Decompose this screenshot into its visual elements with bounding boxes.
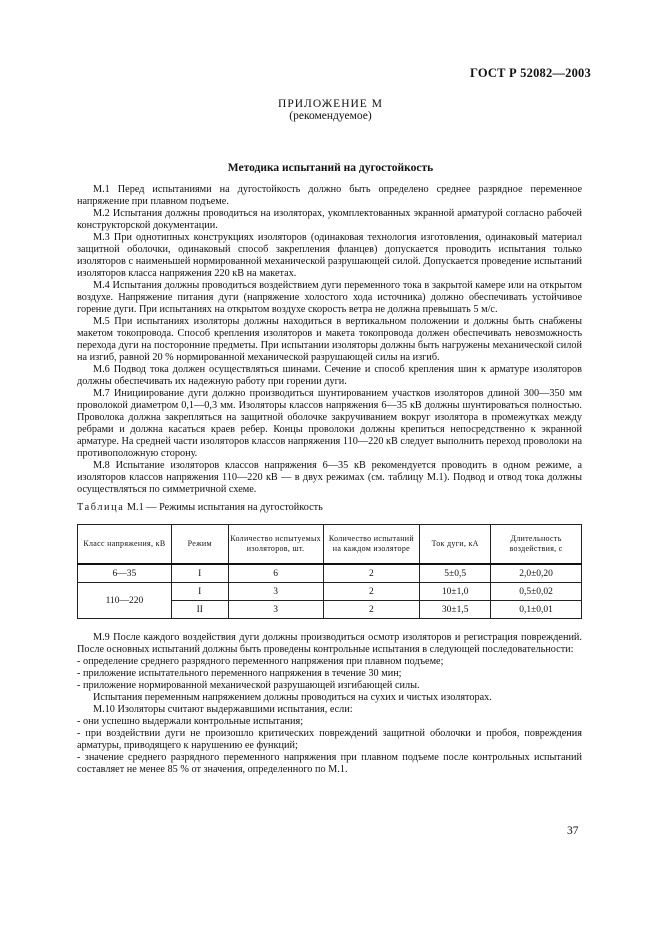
cell-voltage-class: 6—35: [78, 564, 172, 583]
header-duration: Длительность воздействия, с: [491, 525, 582, 565]
page-number: 37: [567, 825, 579, 837]
table-caption-text: М.1 — Режимы испытания на дугостойкость: [124, 502, 323, 513]
paragraph-m3: М.3 При однотипных конструкциях изоляторов (одинаковая технология изготовления, одинаковый материал защитной оболочки, одинаковый способ закрепления фланцев) допускается проводить испытания только изоляторов с наименьшей нормированной механической разрушающей силой. Допускается проведение испытаний изоляторов класса напряжения 220 кВ на макетах.: [77, 232, 582, 279]
header-tests-per-insulator: Количество испытаний на каждом изоляторе: [323, 525, 420, 565]
cell-mode: II: [171, 601, 228, 619]
list-item: - приложение нормированной механической разрушающей изгибающей силы.: [77, 680, 420, 691]
cell-arc-current: 5±0,5: [420, 564, 491, 583]
appendix-title: ПРИЛОЖЕНИЕ М: [278, 98, 383, 110]
table-caption: [77, 502, 323, 513]
paragraph-m9-note: Испытания переменным напряжением должны проводиться на сухих и чистых изоляторах.: [93, 692, 492, 703]
cell-duration: 2,0±0,20: [491, 564, 582, 583]
method-paragraphs: [77, 184, 582, 496]
cell-arc-current: 30±1,5: [420, 601, 491, 619]
section-title: Методика испытаний на дугостойкость: [227, 162, 434, 174]
header-voltage-class: Класс напряжения, кВ: [78, 525, 172, 565]
table-caption-prefix: Таблица: [77, 502, 125, 513]
cell-insulator-count: 3: [228, 583, 323, 601]
header-mode: Режим: [171, 525, 228, 565]
paragraph-m6: М.6 Подвод тока должен осуществляться шинами. Сечение и способ крепления шин к арматуре изоляторов должны обеспечивать их надежную работу при горении дуги.: [77, 364, 582, 387]
appendix-status: (рекомендуемое): [289, 110, 372, 122]
cell-tests-count: 2: [323, 564, 420, 583]
table-row: [78, 583, 582, 601]
table-row: [78, 564, 582, 583]
test-modes-table: [77, 524, 582, 619]
paragraph-m10: М.10 Изоляторы считают выдержавшими испытания, если:: [93, 704, 353, 715]
cell-tests-count: 2: [323, 583, 420, 601]
header-arc-current: Ток дуги, кА: [420, 525, 491, 565]
post-test-paragraphs: [77, 632, 582, 776]
cell-voltage-class: 110—220: [78, 583, 172, 619]
table-header-row: [78, 525, 582, 565]
header-insulator-count: Количество испытуемых изоляторов, шт.: [228, 525, 323, 565]
paragraph-m9: М.9 После каждого воздействия дуги должны производиться осмотр изоляторов и регистрация повреждений. После основных испытаний должны быть проведены контрольные испытания в следующей последовательности:: [77, 632, 582, 655]
list-item: - приложение испытательного переменного напряжения в течение 30 мин;: [77, 668, 402, 679]
cell-duration: 0,5±0,02: [491, 583, 582, 601]
cell-mode: I: [171, 564, 228, 583]
cell-tests-count: 2: [323, 601, 420, 619]
list-item: - значение среднего разрядного переменного напряжения при плавном подъеме после контрольных испытаний составляет не менее 85 % от значения, определенного по М.1.: [77, 752, 582, 775]
paragraph-m2: М.2 Испытания должны проводиться на изоляторах, укомплектованных экранной арматурой согласно рабочей конструкторской документации.: [77, 208, 582, 231]
cell-duration: 0,1±0,01: [491, 601, 582, 619]
list-item: - они успешно выдержали контрольные испытания;: [77, 716, 304, 727]
paragraph-m8: М.8 Испытание изоляторов классов напряжения 6—35 кВ рекомендуется проводить в одном режиме, а изоляторов классов напряжения 110—220 кВ — в двух режимах (см. таблицу М.1). Подвод и отвод тока должны осуществляться по симметричной схеме.: [77, 460, 582, 495]
cell-insulator-count: 3: [228, 601, 323, 619]
cell-arc-current: 10±1,0: [420, 583, 491, 601]
cell-mode: I: [171, 583, 228, 601]
list-item: - определение среднего разрядного переменного напряжения при плавном подъеме;: [77, 656, 444, 667]
paragraph-m4: М.4 Испытания должны проводиться воздействием дуги переменного тока в закрытой камере или на открытом воздухе. Напряжение питания дуги (напряжение холостого хода источника) должно обеспечивать устойчивое горение дуги. При испытаниях на открытом воздухе скорость ветра не должна превышать 5 м/с.: [77, 280, 582, 315]
cell-insulator-count: 6: [228, 564, 323, 583]
paragraph-m1: М.1 Перед испытаниями на дугостойкость должно быть определено среднее разрядное переменное напряжение при плавном подъеме.: [77, 184, 582, 207]
standard-number: ГОСТ Р 52082—2003: [470, 66, 591, 80]
list-item: - при воздействии дуги не произошло критических повреждений защитной оболочки и пробоя, повреждения арматуры, приводящего к нарушению ее функций;: [77, 728, 582, 751]
paragraph-m5: М.5 При испытаниях изоляторы должны находиться в вертикальном положении и должны быть снабжены макетом токопровода. Способ крепления изоляторов и макета токопровода должен обеспечивать невозможность перехода дуги на посторонние предметы. При испытании изоляторы должны быть нагружены механической силой на изгиб, равной 20 % нормированной механической разрушающей силы на изгиб.: [77, 316, 582, 363]
paragraph-m7: М.7 Инициирование дуги должно производиться шунтированием участков изоляторов длиной 300—350 мм проволокой диаметром 0,1—0,3 мм. Изоляторы классов напряжения 6—35 кВ должны шунтироваться полностью. Проволока должна закрепляться на защитной оболочке закручиванием вокруг изолятора в промежутках между ребрами и должна касаться краев ребер. Концы проволоки должны крепиться непосредственно к экранной арматуре. На средней части изоляторов классов напряжения 110—220 кВ следует выполнить переход проволоки на противоположную сторону.: [77, 388, 582, 459]
